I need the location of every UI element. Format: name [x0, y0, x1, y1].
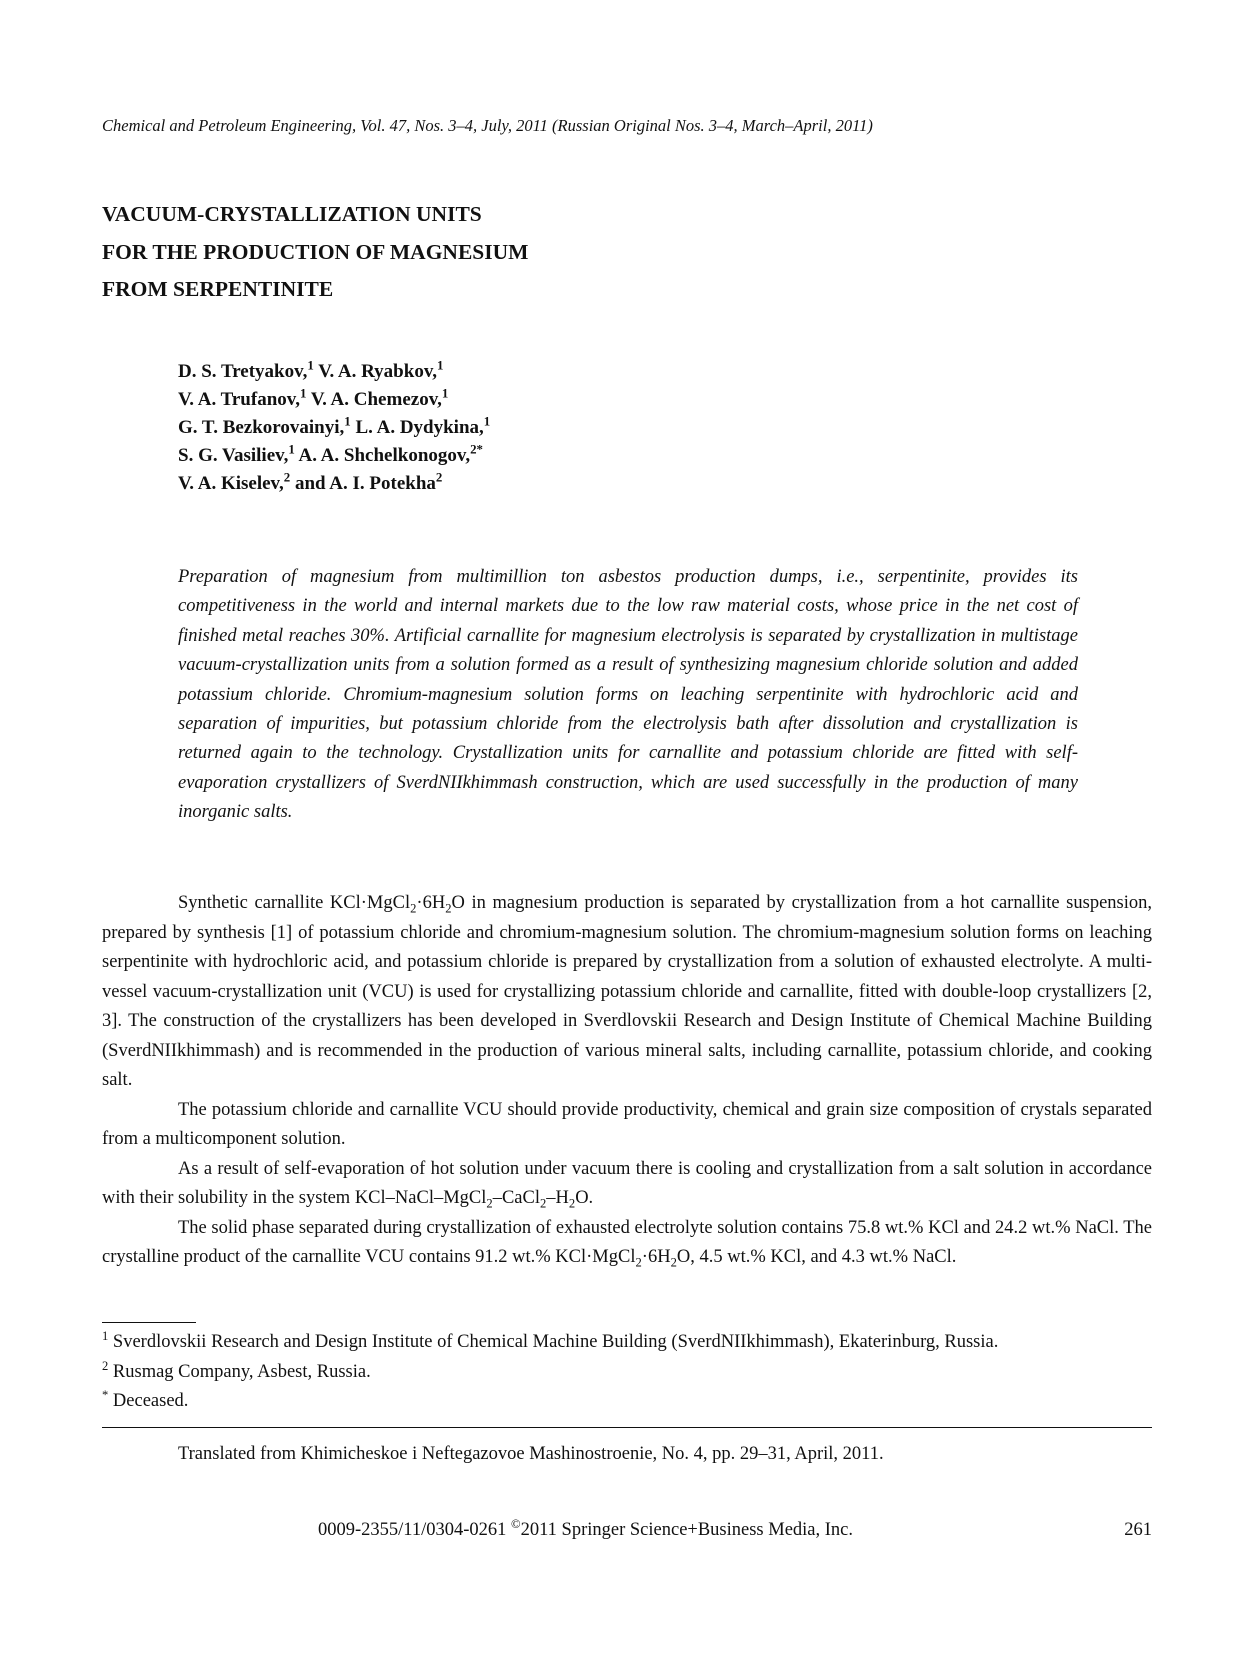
author-line-2	[178, 386, 878, 414]
footnote-text: Sverdlovskii Research and Design Institute of Chemical Machine Building (SverdNIIkhimmash), Ekaterinburg, Russia.	[108, 1332, 999, 1352]
author-name: A. A. Shchelkonogov,	[294, 445, 471, 466]
affiliation-mark: 1	[288, 441, 295, 457]
copyright-mark: ©	[511, 1516, 521, 1531]
affiliation-mark: 1	[483, 413, 491, 429]
text-run: As a result of self-evaporation of hot solution under vacuum there is cooling and crystallization from a salt solution in accordance with their solubility in the system KCl–NaCl–MgCl	[102, 1158, 1152, 1208]
subscript: 2	[670, 1255, 677, 1270]
journal-header: Chemical and Petroleum Engineering, Vol. 47, Nos. 3–4, July, 2011 (Russian Original Nos. 3–4, March–April, 2011)	[102, 116, 873, 135]
affiliation-mark: 1	[441, 385, 449, 401]
paragraph-4	[102, 1214, 1152, 1273]
footnote-text: Rusmag Company, Asbest, Russia.	[108, 1361, 371, 1382]
text-run: O in magnesium production is separated by crystallization from a hot carnallite suspension, prepared by synthesis [1] of potassium chloride and chromium-magnesium solution. The chromium-magnesium solution forms on leaching serpentinite with hydrochloric acid, and potassium chloride is prepared by crystallization from a solution of exhausted electrolyte. A multi-vessel vacuum-crystallization unit (VCU) is used for crystallizing potassium chloride and carnallite, fitted with double-loop crystallizers [2, 3]. The construction of the crystallizers has been developed in Sverdlovskii Research and Design Institute of Chemical Machine Building (SverdNIIkhimmash) and is recommended in the production of various mineral salts, including carnallite, potassium chloride, and cooking salt.	[102, 893, 1153, 1090]
subscript: 2	[410, 901, 417, 916]
paragraph-1	[102, 889, 1152, 1096]
title-line-3: FROM SERPENTINITE	[102, 277, 334, 301]
affiliation-mark: 1	[299, 385, 307, 401]
text-run: ·6H	[641, 1247, 671, 1267]
text-run: O.	[575, 1188, 594, 1208]
footnote-text: Deceased.	[108, 1391, 189, 1411]
footnote-1	[102, 1328, 1202, 1358]
subscript: 2	[539, 1196, 547, 1211]
article-title	[102, 196, 802, 309]
author-name: and A. I. Potekha	[290, 473, 436, 494]
translation-note: Translated from Khimicheskoe i Neftegazovoe Mashinostroenie, No. 4, pp. 29–31, April, 2011.	[178, 1444, 884, 1464]
affiliation-mark: 1	[437, 357, 444, 373]
footnote-mark: *	[102, 1387, 109, 1402]
subscript: 2	[486, 1196, 493, 1211]
footnote-mark: 2	[102, 1358, 109, 1373]
subscript: 2	[445, 901, 452, 916]
author-list	[178, 358, 878, 498]
author-line-3	[178, 414, 878, 442]
subscript: 2	[568, 1196, 576, 1211]
author-name: V. A. Chemezov,	[306, 389, 442, 410]
publisher: 2011 Springer Science+Business Media, Inc.	[520, 1520, 854, 1540]
affiliation-mark: 1	[344, 413, 351, 429]
author-name: D. S. Tretyakov,	[178, 361, 308, 382]
paragraph-3	[102, 1155, 1152, 1214]
page-number: 261	[1124, 1520, 1152, 1540]
affiliation-mark: 1	[307, 357, 314, 373]
footnote-rule	[102, 1322, 196, 1323]
author-line-5	[178, 470, 878, 498]
text-run: Synthetic carnallite KCl·MgCl	[178, 893, 411, 913]
text-run: O, 4.5 wt.% KCl, and 4.3 wt.% NaCl.	[676, 1247, 957, 1267]
author-name: V. A. Trufanov,	[178, 389, 300, 410]
author-name: V. A. Kiselev,	[178, 473, 284, 494]
separator-rule	[102, 1427, 1152, 1428]
affiliation-mark: 2*	[470, 441, 483, 457]
affiliation-mark: 2	[435, 469, 443, 485]
doi-code: 0009-2355/11/0304-0261	[318, 1520, 512, 1540]
text-run: –CaCl	[492, 1188, 540, 1208]
footnote-3	[102, 1387, 1202, 1417]
author-name: V. A. Ryabkov,	[313, 361, 438, 382]
author-line-1	[178, 358, 878, 386]
footnote-2	[102, 1358, 1202, 1388]
title-line-1: VACUUM-CRYSTALLIZATION UNITS	[102, 202, 482, 226]
copyright-line	[318, 1516, 1018, 1541]
abstract: Preparation of magnesium from multimillion ton asbestos production dumps, i.e., serpentinite, provides its competitiveness in the world and internal markets due to the low raw material costs, whose price in the net cost of finished metal reaches 30%. Artificial carnallite for magnesium electrolysis is separated by crystallization in multistage vacuum-crystallization units from a solution formed as a result of synthesizing magnesium chloride solution and added potassium chloride. Chromium-magnesium solution forms on leaching serpentinite with hydrochloric acid and separation of impurities, but potassium chloride from the electrolysis bath after dissolution and crystallization is returned again to the technology. Crystallization units for carnallite and potassium chloride are fitted with self-evaporation crystallizers of SverdNIIkhimmash construction, which are used successfully in the production of many inorganic salts.	[178, 567, 1078, 823]
footnotes	[102, 1328, 1202, 1417]
author-name: G. T. Bezkorovainyi,	[178, 417, 345, 438]
footnote-mark: 1	[102, 1328, 109, 1343]
body-text	[102, 889, 1152, 1273]
text-run: –H	[546, 1188, 569, 1208]
affiliation-mark: 2	[283, 469, 291, 485]
author-line-4	[178, 442, 878, 470]
subscript: 2	[635, 1255, 642, 1270]
paragraph-2: The potassium chloride and carnallite VCU should provide productivity, chemical and grain size composition of crystals separated from a multicomponent solution.	[102, 1099, 1152, 1149]
author-name: L. A. Dydykina,	[350, 417, 484, 438]
title-line-2: FOR THE PRODUCTION OF MAGNESIUM	[102, 239, 529, 264]
text-run: The solid phase separated during crystallization of exhausted electrolyte solution contains 75.8 wt.% KCl and 24.2 wt.% NaCl. The crystalline product of the carnallite VCU contains 91.2 wt.% KCl·MgCl	[102, 1217, 1152, 1267]
author-name: S. G. Vasiliev,	[178, 445, 289, 466]
text-run: ·6H	[416, 893, 446, 913]
